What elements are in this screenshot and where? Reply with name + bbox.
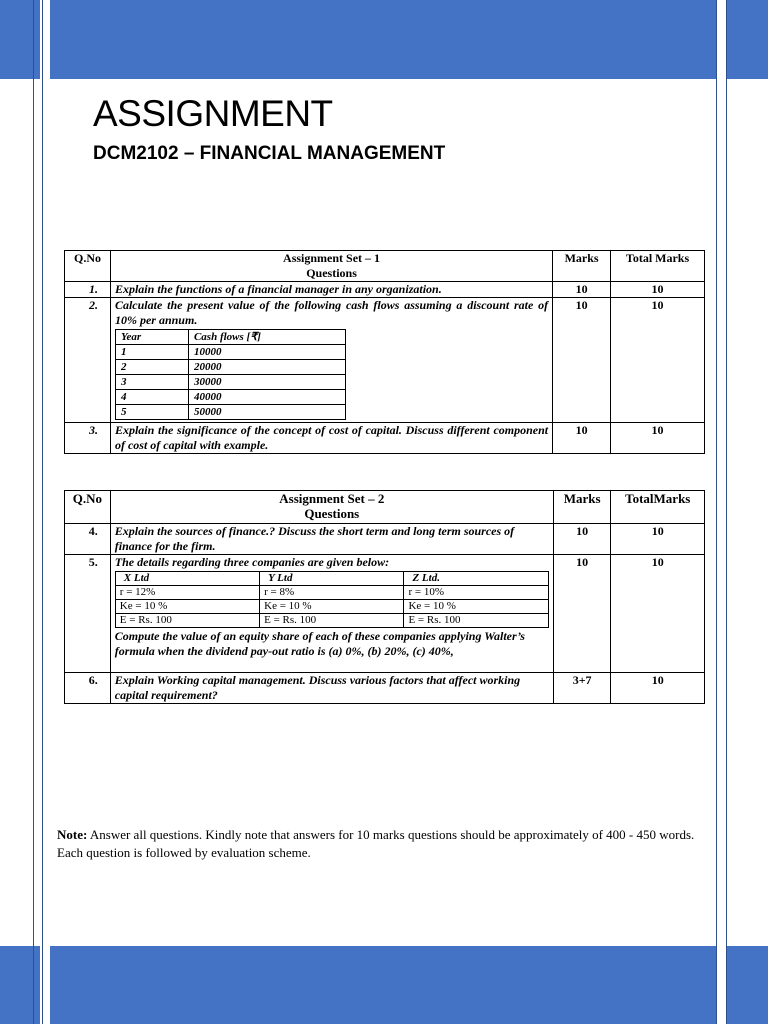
cashflow-amount: 40000 <box>188 390 345 405</box>
course-subtitle: DCM2102 – FINANCIAL MANAGEMENT <box>93 143 446 164</box>
cashflow-header-amount: Cash flows [₹] <box>188 330 345 345</box>
question-number: 6. <box>65 673 111 704</box>
col-set-header <box>110 491 553 524</box>
question-number: 4. <box>65 524 111 555</box>
frame-line-right-inner <box>716 0 717 1024</box>
question-marks: 3+7 <box>553 673 611 704</box>
footer-band-left <box>0 946 40 1024</box>
footer-band <box>50 946 716 1024</box>
question-text: Explain the functions of a financial manager in any organization. <box>110 282 552 298</box>
question-text: Explain the significance of the concept of cost of capital. Discuss different component of cost of capital with example. <box>110 423 552 454</box>
company-row <box>115 586 548 600</box>
question-row <box>65 555 705 673</box>
cashflow-year: 3 <box>115 375 188 390</box>
page-title: ASSIGNMENT <box>93 93 333 134</box>
company-cell: E = Rs. 100 <box>260 614 404 628</box>
company-cell: E = Rs. 100 <box>115 614 259 628</box>
col-qno: Q.No <box>65 251 111 282</box>
cashflow-year: 4 <box>115 390 188 405</box>
question-marks: 10 <box>553 298 611 423</box>
question-row <box>65 298 705 423</box>
cashflow-amount: 30000 <box>188 375 345 390</box>
company-cell: Ke = 10 % <box>115 600 259 614</box>
frame-line-right-outer <box>726 0 727 1024</box>
company-row <box>115 614 548 628</box>
question-marks: 10 <box>553 282 611 298</box>
header-band <box>50 0 716 79</box>
question-row <box>65 282 705 298</box>
col-set-header <box>110 251 552 282</box>
assignment-set-1-table <box>64 250 705 454</box>
footer-band-right <box>727 946 768 1024</box>
col-marks: Marks <box>553 491 611 524</box>
frame-line-left-outer <box>33 0 34 1024</box>
cashflow-amount: 20000 <box>188 360 345 375</box>
cashflow-row <box>115 390 345 405</box>
company-cell: Ke = 10 % <box>404 600 548 614</box>
cashflow-year: 1 <box>115 345 188 360</box>
cashflow-row <box>115 375 345 390</box>
col-total-marks: TotalMarks <box>611 491 705 524</box>
company-cell: r = 12% <box>115 586 259 600</box>
company-cell: r = 10% <box>404 586 548 600</box>
company-table <box>115 571 549 628</box>
set-label: Assignment Set – 1 <box>283 251 381 265</box>
frame-line-left-inner <box>42 0 43 1024</box>
question-text-continued: Compute the value of an equity share of each of these companies applying Walter’s formula when the dividend pay-out ratio is (a) 0%, (b) 20%, (c) 40%, <box>114 629 525 658</box>
note-text: Answer all questions. Kindly note that answers for 10 marks questions should be approximately of 400 - 450 words. Each question is followed by evaluation scheme. <box>57 827 695 860</box>
question-text: Explain Working capital management. Discuss various factors that affect working capital requirement? <box>110 673 553 704</box>
instructions-note <box>57 826 717 862</box>
cashflow-amount: 50000 <box>188 405 345 420</box>
question-total: 10 <box>611 555 705 673</box>
assignment-set-2-table <box>64 490 705 704</box>
company-cell: r = 8% <box>260 586 404 600</box>
question-row <box>65 524 705 555</box>
cashflow-amount: 10000 <box>188 345 345 360</box>
question-number: 1. <box>65 282 111 298</box>
company-cell: E = Rs. 100 <box>404 614 548 628</box>
company-header: X Ltd <box>115 572 259 586</box>
question-number: 2. <box>65 298 111 423</box>
cashflow-row <box>115 345 345 360</box>
questions-label: Questions <box>304 506 360 521</box>
col-total-marks: Total Marks <box>611 251 705 282</box>
question-cell <box>110 555 553 673</box>
question-marks: 10 <box>553 555 611 673</box>
question-row <box>65 423 705 454</box>
question-text: Explain the sources of finance.? Discuss the short term and long term sources of finance for the firm. <box>110 524 553 555</box>
question-number: 5. <box>65 555 111 673</box>
cashflow-header-year: Year <box>115 330 188 345</box>
question-total: 10 <box>611 673 705 704</box>
cashflow-row <box>115 360 345 375</box>
question-text: The details regarding three companies are given below: <box>114 555 390 569</box>
set-label: Assignment Set – 2 <box>279 491 385 506</box>
question-total: 10 <box>611 423 705 454</box>
header-band-right <box>727 0 768 79</box>
col-qno: Q.No <box>65 491 111 524</box>
question-row <box>65 673 705 704</box>
question-marks: 10 <box>553 423 611 454</box>
question-marks: 10 <box>553 524 611 555</box>
question-total: 10 <box>611 298 705 423</box>
cashflow-year: 2 <box>115 360 188 375</box>
note-label: Note: <box>57 827 88 842</box>
question-total: 10 <box>611 524 705 555</box>
cashflow-table <box>115 329 346 420</box>
cashflow-year: 5 <box>115 405 188 420</box>
cashflow-row <box>115 405 345 420</box>
header-band-left <box>0 0 40 79</box>
question-number: 3. <box>65 423 111 454</box>
company-header: Y Ltd <box>260 572 404 586</box>
question-total: 10 <box>611 282 705 298</box>
company-header: Z Ltd. <box>404 572 548 586</box>
company-row <box>115 600 548 614</box>
col-marks: Marks <box>553 251 611 282</box>
question-cell <box>110 298 552 423</box>
company-cell: Ke = 10 % <box>260 600 404 614</box>
question-text: Calculate the present value of the following cash flows assuming a discount rate of 10% per annum. <box>114 298 549 327</box>
questions-label: Questions <box>306 266 357 280</box>
